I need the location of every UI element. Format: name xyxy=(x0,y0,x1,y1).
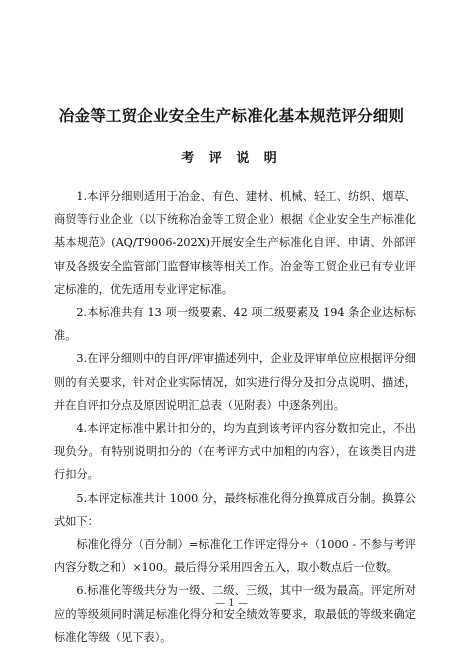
page-title: 冶金等工贸企业安全生产标准化基本规范评分细则 xyxy=(58,106,405,125)
paragraph-6: 6.标准化等级共分为一级、二级、三级，其中一级为最高。评定所对应的等级须同时满足标准化得分和安全绩效等要求，取最低的等级来确定标准化等级（见下表）。 xyxy=(54,584,416,644)
page-number: — 1 — xyxy=(215,598,248,609)
paragraph-1: 1.本评分细则适用于冶金、有色、建材、机械、轻工、纺织、烟草、商贸等行业企业（以下统称冶金等工贸企业）根据《企业安全生产标准化基本规范》(AQ/T9006-202X)开展安全生产标准化自评、申请、外部评审及各级安全监管部门监督审核等相关工作。冶金等工贸企业已有专业评定标准的，优先适用专业评定标准。 xyxy=(54,190,416,296)
paragraph-4: 4.本评定标准中累计扣分的，均为直到该考评内容分数扣完止，不出现负分。有特别说明扣分的（在考评方式中加粗的内容），在该类目内进行扣分。 xyxy=(54,422,416,482)
document-body xyxy=(54,185,416,649)
paragraph-3: 3.在评分细则中的自评/评审描述列中，企业及评审单位应根据评分细则的有关要求，针对企业实际情况，如实进行得分及扣分点说明、描述，并在自评扣分点及原因说明汇总表（见附表）中逐条列出。 xyxy=(54,352,416,412)
paragraph-formula: 标准化得分（百分制）=标准化工作评定得分÷（1000 - 不参与考评内容分数之和）×100。最后得分采用四舍五入，取小数点后一位数。 xyxy=(54,538,416,575)
paragraph-5: 5.本评定标准共计 1000 分，最终标准化得分换算成百分制。换算公式如下： xyxy=(54,491,416,528)
section-subtitle: 考 评 说 明 xyxy=(181,151,282,166)
paragraph-2: 2.本标准共有 13 项一级要素、42 项二级要素及 194 条企业达标标准。 xyxy=(54,306,416,343)
